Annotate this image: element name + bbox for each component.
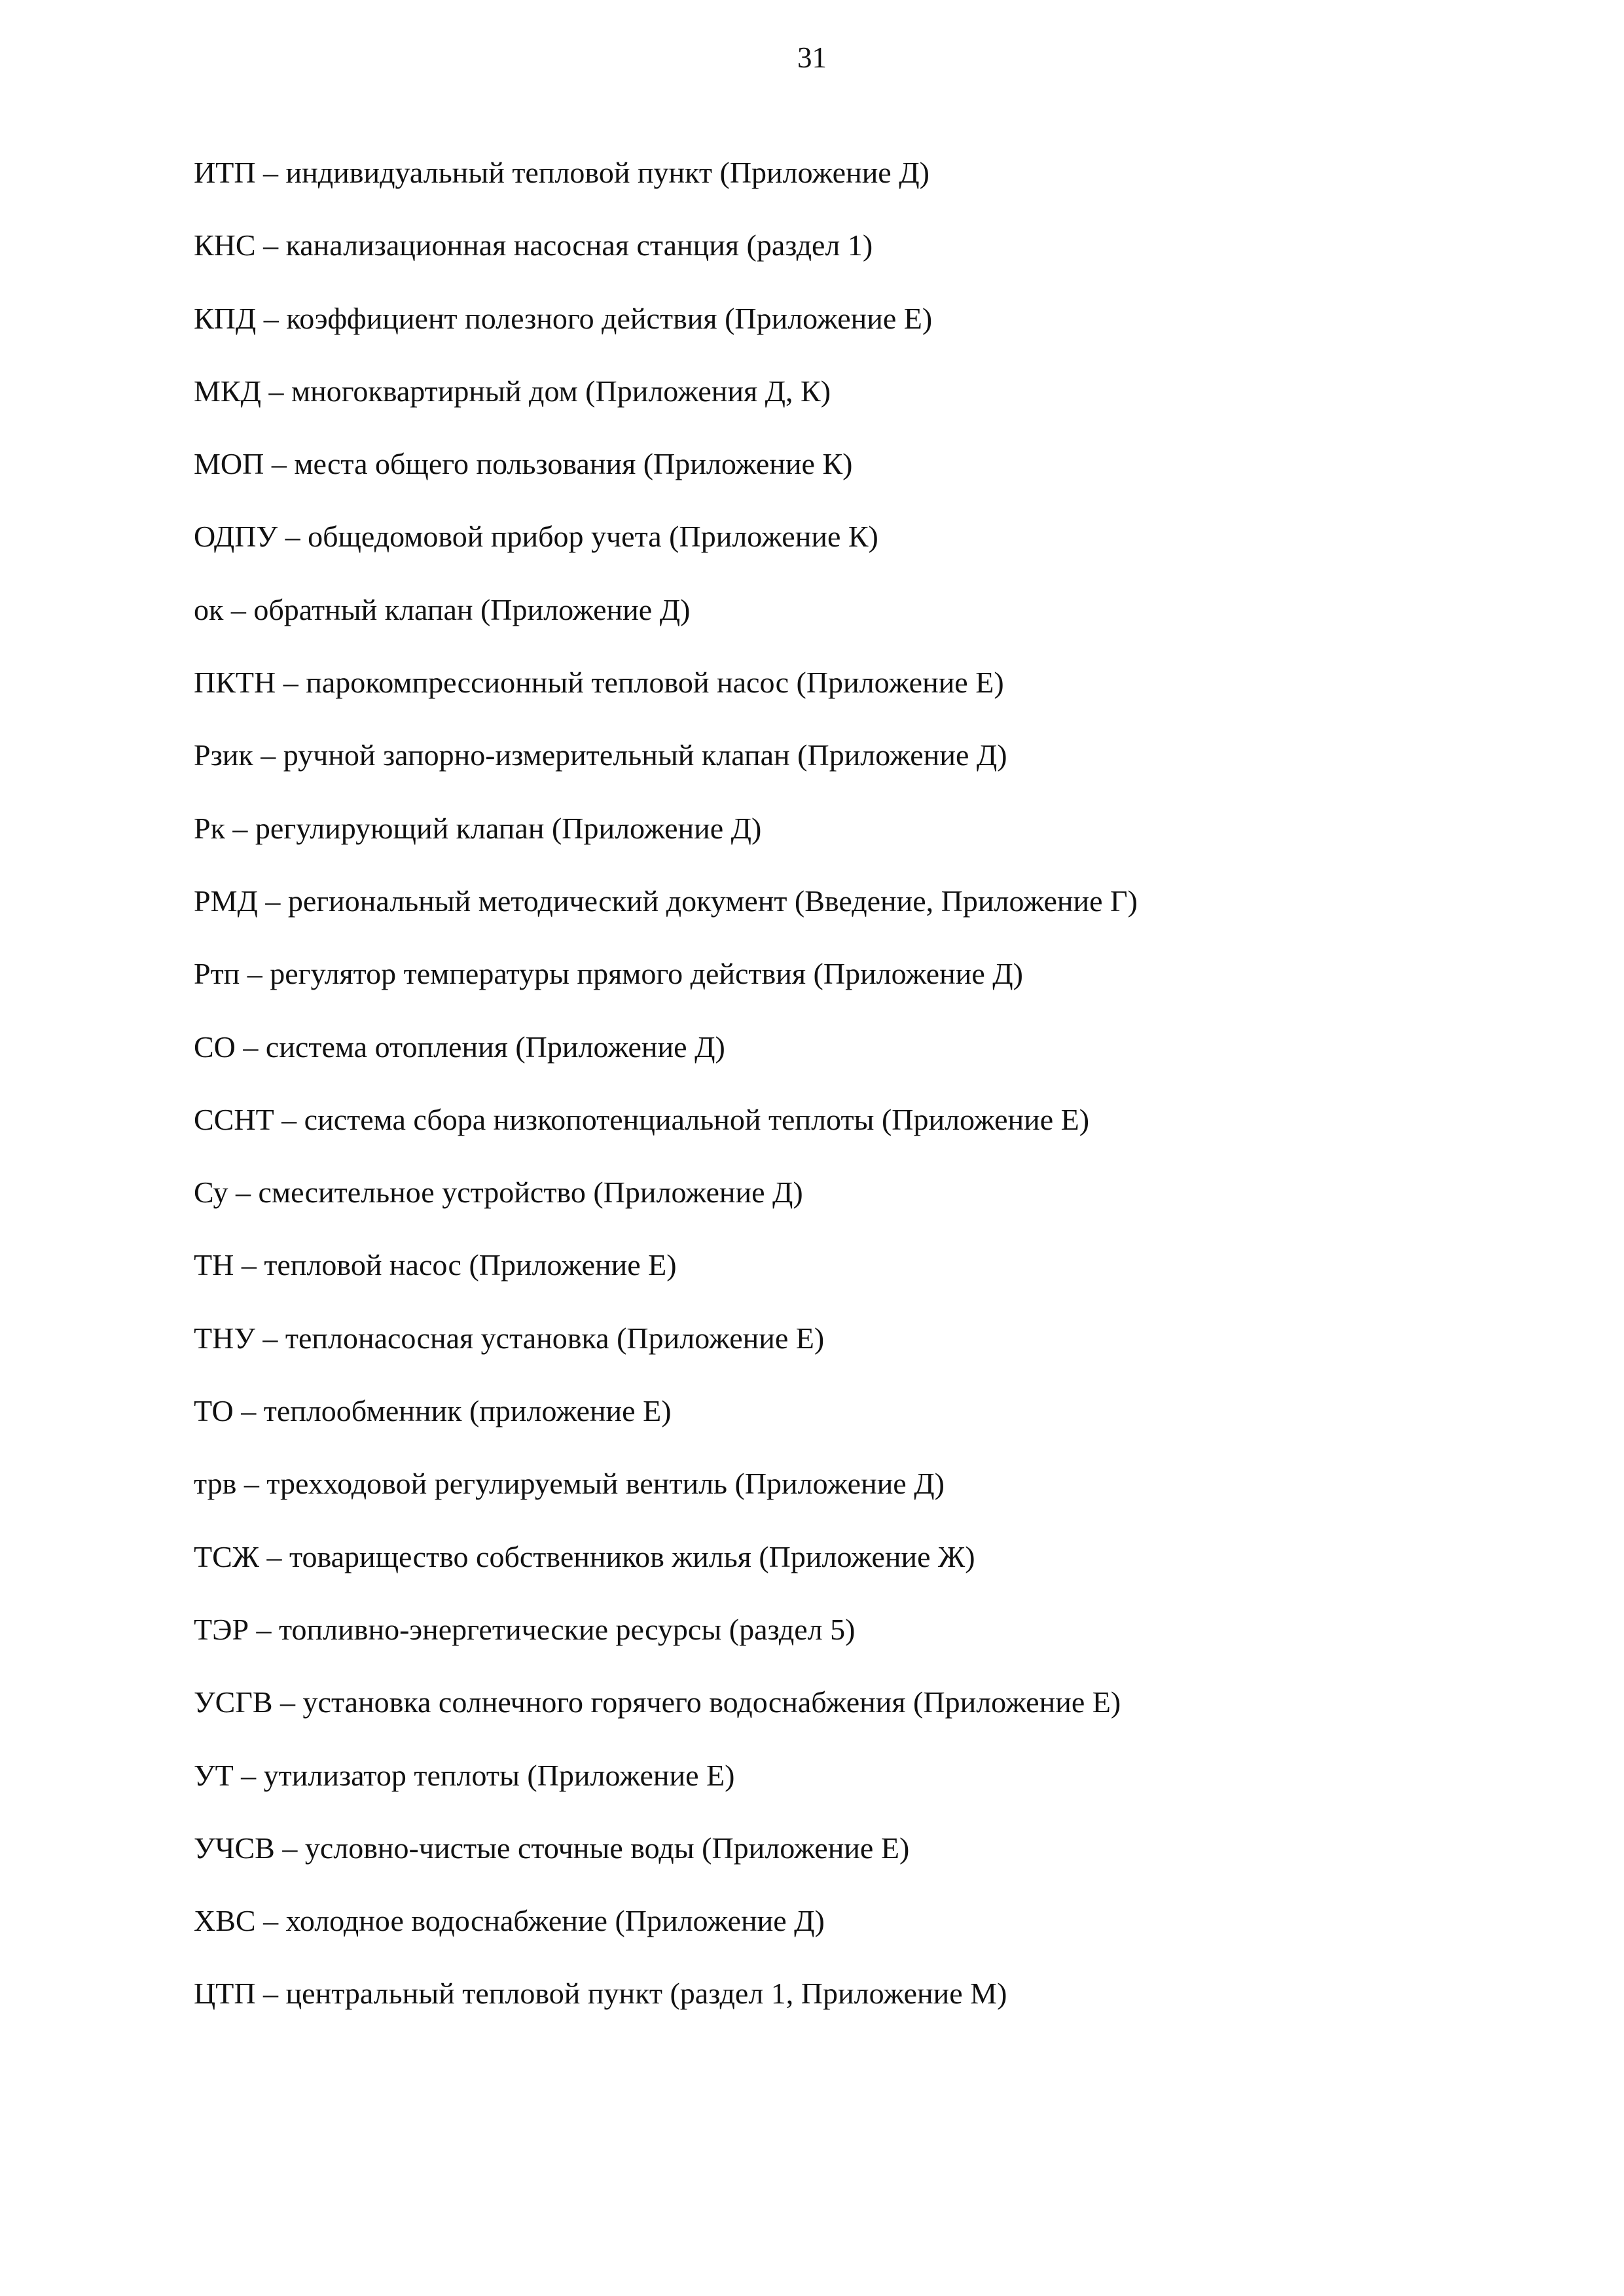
abbreviation-item: УСГВ – установка солнечного горячего водоснабжения (Приложение Е)	[194, 1685, 1121, 1719]
page-number: 31	[797, 41, 827, 74]
abbreviation-item: УТ – утилизатор теплоты (Приложение Е)	[194, 1758, 735, 1792]
abbreviation-item: ок – обратный клапан (Приложение Д)	[194, 592, 691, 626]
abbreviation-item: трв – трехходовой регулируемый вентиль (Приложение Д)	[194, 1467, 945, 1501]
abbreviation-item: ТЭР – топливно-энергетические ресурсы (раздел 5)	[194, 1612, 856, 1646]
abbreviation-item: ТНУ – теплонасосная установка (Приложение Е)	[194, 1321, 825, 1355]
abbreviation-item: ПКТН – парокомпрессионный тепловой насос (Приложение Е)	[194, 666, 1004, 700]
abbreviation-item: Су – смесительное устройство (Приложение Д)	[194, 1175, 803, 1210]
abbreviation-item: ОДПУ – общедомовой прибор учета (Приложение К)	[194, 520, 878, 554]
abbreviation-item: СО – система отопления (Приложение Д)	[194, 1030, 725, 1064]
abbreviation-item: ССНТ – система сбора низкопотенциальной теплоты (Приложение Е)	[194, 1102, 1090, 1136]
abbreviation-item: Рзик – ручной запорно-измерительный клапан (Приложение Д)	[194, 738, 1007, 772]
abbreviation-item: КНС – канализационная насосная станция (раздел 1)	[194, 228, 873, 262]
abbreviation-item: ЦТП – центральный тепловой пункт (раздел 1, Приложение М)	[194, 1977, 1007, 2011]
abbreviation-item: ИТП – индивидуальный тепловой пункт (Приложение Д)	[194, 156, 929, 189]
abbreviation-item: Рк – регулирующий клапан (Приложение Д)	[194, 811, 762, 845]
abbreviation-item: УЧСВ – условно-чистые сточные воды (Приложение Е)	[194, 1831, 910, 1865]
abbreviation-item: Ртп – регулятор температуры прямого действия (Приложение Д)	[194, 957, 1023, 991]
abbreviation-item: ТН – тепловой насос (Приложение Е)	[194, 1248, 677, 1282]
abbreviation-item: ТСЖ – товарищество собственников жилья (Приложение Ж)	[194, 1539, 975, 1573]
abbreviation-item: РМД – региональный методический документ (Введение, Приложение Г)	[194, 884, 1138, 918]
abbreviation-item: КПД – коэффициент полезного действия (Приложение Е)	[194, 301, 933, 335]
abbreviation-item: МКД – многоквартирный дом (Приложения Д, К)	[194, 374, 831, 408]
abbreviation-item: ХВС – холодное водоснабжение (Приложение Д)	[194, 1904, 825, 1938]
abbreviation-list	[194, 153, 1503, 2047]
abbreviation-item: МОП – места общего пользования (Приложение К)	[194, 447, 853, 481]
abbreviation-item: ТО – теплообменник (приложение Е)	[194, 1394, 672, 1428]
